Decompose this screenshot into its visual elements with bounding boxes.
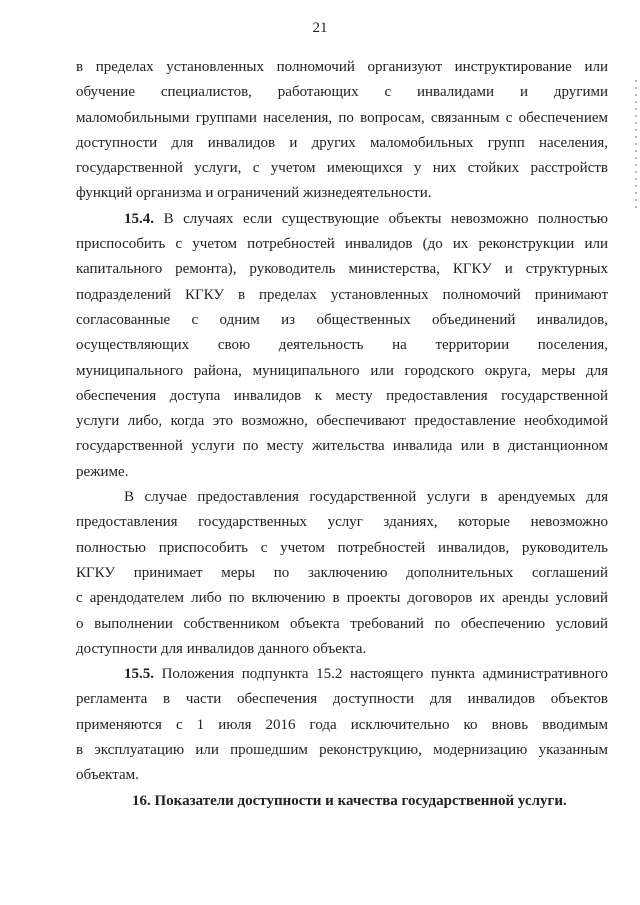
text-line: обеспечения доступа инвалидов к месту предоставления государственной xyxy=(76,387,608,404)
text-line: маломобильными группами населения, по вопросам, связанным с обеспечением xyxy=(76,109,608,126)
text-line: государственной услуги, с учетом имеющихся у них стойких расстройств xyxy=(76,160,608,177)
document-body xyxy=(76,55,608,814)
clause-text: В случаях если существующие объекты невозможно полностью xyxy=(154,210,608,227)
text-line: согласованные с одним из общественных объединений инвалидов, xyxy=(76,311,608,328)
text-line: о выполнении собственником объекта требований по обеспечению условий xyxy=(76,615,608,632)
scan-edge-marks xyxy=(635,80,637,210)
text-line: предоставления государственных услуг зданиях, которые невозможно xyxy=(76,514,608,531)
text-line xyxy=(76,207,608,232)
text-line: в эксплуатацию или прошедшим реконструкцию, модернизацию указанным xyxy=(76,742,608,759)
clause-number: 15.4. xyxy=(124,210,154,227)
paragraph-15-4 xyxy=(76,207,608,485)
text-line: В случае предоставления государственной услуги в арендуемых для xyxy=(124,489,608,506)
text-line: приспособить с учетом потребностей инвалидов (до их реконструкции или xyxy=(76,236,608,253)
text-line: капитального ремонта), руководитель министерства, КГКУ и структурных xyxy=(76,261,608,278)
text-line: услуги либо, когда это возможно, обеспечивают предоставление необходимой xyxy=(76,413,608,430)
paragraph xyxy=(76,485,608,662)
text-line: обучение специалистов, работающих с инвалидами и другими xyxy=(76,84,608,101)
text-line: доступности для инвалидов и других маломобильных групп населения, xyxy=(76,134,608,151)
text-line: функций организма и ограничений жизнедеятельности. xyxy=(76,185,432,202)
text-line: объектам. xyxy=(76,767,139,784)
text-line: государственной услуги по месту жительства инвалида или в дистанционном xyxy=(76,438,608,455)
text-line: доступности для инвалидов данного объекта. xyxy=(76,640,367,657)
paragraph xyxy=(76,55,608,207)
text-line: КГКУ принимает меры по заключению дополнительных соглашений xyxy=(76,564,608,581)
section-heading: 16. Показатели доступности и качества государственной услуги. xyxy=(132,792,567,809)
clause-text: Положения подпункта 15.2 настоящего пункта административного xyxy=(154,666,608,683)
text-line: осуществляющих свою деятельность на территории поселения, xyxy=(76,337,608,354)
text-line: полностью приспособить с учетом потребностей инвалидов, руководитель xyxy=(76,539,608,556)
text-line: режиме. xyxy=(76,463,129,480)
paragraph-15-5 xyxy=(76,662,608,788)
text-line: муниципального района, муниципального или городского округа, меры для xyxy=(76,362,608,379)
text-line: подразделений КГКУ в пределах установленных полномочий принимают xyxy=(76,286,608,303)
clause-number: 15.5. xyxy=(124,666,154,683)
text-line: регламента в части обеспечения доступности для инвалидов объектов xyxy=(76,691,608,708)
text-line: с арендодателем либо по включению в проекты договоров их аренды условий xyxy=(76,590,608,607)
text-line: в пределах установленных полномочий организуют инструктирование или xyxy=(76,59,608,75)
text-line xyxy=(76,662,608,687)
text-line: применяются с 1 июля 2016 года исключительно ко вновь вводимым xyxy=(76,716,608,733)
page-number: 21 xyxy=(312,20,328,36)
